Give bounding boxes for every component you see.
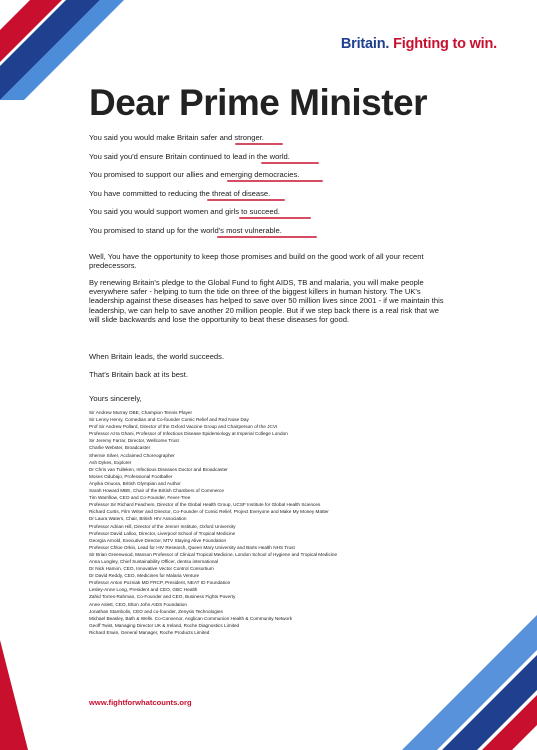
signatory: Prof Sir Andrew Pollard, Director of the Oxford Vaccine Group and Chairperson of the JCVI — [89, 424, 278, 430]
signatory: Charlie Webster, Broadcaster — [89, 445, 151, 451]
promise-item: You said you would make Britain safer and stronger. — [89, 133, 429, 152]
signatory: Richard Curtis, Film Writer and Director, Co-Founder of Comic Relief, Project Everyone and Make My Money Matter — [89, 509, 329, 515]
signatory: Dr Chris van Tulleken, Infectious Diseases Doctor and Broadcaster — [89, 466, 228, 472]
signatory: Dr Nick Hamon, CEO, Innovative Vector Control Consortium — [89, 566, 214, 572]
promise-underline — [239, 217, 311, 219]
signatory: Sir Brian Greenwood, Manson Professor of Clinical Tropical Medicine, London School of Hygiene and Tropical Medicine — [89, 551, 338, 557]
signatory: Moses Odubajo, Professional Footballer — [89, 473, 173, 479]
promise-item: You promised to support our allies and emerging democracies. — [89, 170, 429, 189]
letter-title: Dear Prime Minister — [89, 82, 428, 123]
signatory: Sarah Howard MBE, Chair of the British Chambers of Commerce — [89, 488, 224, 494]
tagline-brand: Britain. — [340, 36, 390, 52]
signatory: Sir Jeremy Farrar, Director, Wellcome Trust — [89, 438, 179, 444]
paragraph-global-fund: By renewing Britain's pledge to the Global Fund to fight AIDS, TB and malaria, you will make people everywhere safer - helping to turn the tide on three of the biggest killers in human history. The UK's leadership against these diseases has helped to save over 50 million lives since 2001 - if we maintain this leadership, we can help to save another 20 million people. But if we step back there is a real risk that we will slide backwards and lose the opportunity to beat these diseases for good. — [89, 278, 444, 324]
signatory: Professor Adrian Hill, Director of the Jenner Institute, Oxford University — [89, 523, 236, 529]
promise-item: You promised to stand up for the world's most vulnerable. — [89, 226, 429, 245]
signatory-list — [89, 409, 469, 636]
signatory: Sir Lenny Henry, Comedian and Co-founder Comic Relief and Red Nose Day — [89, 417, 249, 423]
signatory: Professor Chloe Orkin, Lead for HIV Research, Queen Mary University and Barts Health NHS Trust — [89, 544, 295, 550]
signatory: Richard Erwin, General Manager, Roche Products Limited — [89, 629, 210, 635]
signatory: Georgia Arnold, Executive Director, MTV Staying Alive Foundation — [89, 537, 227, 543]
promise-list — [89, 133, 429, 245]
signatory: Tim Warrillow, CEO and Co-Founder, Fever-Tree — [89, 495, 191, 501]
signatory: Professor Azra Ghani, Professor of Infectious Disease Epidemiology at Imperial College London — [89, 431, 288, 437]
signatory: Michael Beasley, Bath & Wells. Co-Convenor, Anglican Communion Health & Community Network — [89, 615, 293, 621]
signatory: Zahid Torres-Rahman, Co-Founder and CEO, Business Fights Poverty — [89, 594, 236, 600]
promise-underline — [207, 199, 285, 201]
promise-underline — [235, 143, 283, 145]
promise-item: You said you would support women and girls to succeed. — [89, 207, 429, 226]
promise-item: You said you'd ensure Britain continued to lead in the world. — [89, 152, 429, 171]
signatory: Professor David Lalloo, Director, Liverpool School of Tropical Medicine — [89, 530, 236, 536]
tagline-rest: Fighting to win. — [393, 36, 497, 52]
signatory: Sir Andrew Murray OBE, Champion Tennis Player — [89, 410, 193, 415]
signatory: Jonathan Stambolis, CEO and co-founder, Zenysis Technologies — [89, 608, 223, 614]
paragraph-britain-leads: When Britain leads, the world succeeds. — [89, 352, 225, 361]
paragraph-opportunity: Well, You have the opportunity to keep those promises and build on the good work of all your recent predecessors. — [89, 252, 424, 271]
signatory: Anyika Onuora, British Olympian and Author — [89, 480, 181, 486]
bottom-left-wedge — [0, 640, 40, 750]
paragraph-back-at-best: That's Britain back at its best. — [89, 370, 188, 379]
campaign-url[interactable]: www.fightforwhatcounts.org — [89, 698, 192, 707]
signatory: Anna Lungley, Chief Sustainability Officer, dentsu international — [89, 558, 219, 564]
signatory: Dr Laura Waters, Chair, British HIV Association — [89, 516, 187, 522]
signatory: Dr David Reddy, CEO, Medicines for Malaria Venture — [89, 573, 200, 579]
signatory: Professor Sir Richard Feachem, Director of the Global Health Group, UCSF Institute for Global Health Sciences — [89, 502, 321, 508]
signatory: Ash Dykes, Explorer — [89, 459, 132, 465]
signatory: Shernie Silver, Acclaimed Choreographer — [89, 452, 175, 458]
tagline — [341, 36, 497, 52]
signatory: Professor Anton Pozniak MD FRCP, President, NEAT ID Foundation — [89, 580, 231, 586]
promise-underline — [261, 162, 319, 164]
promise-item: You have committed to reducing the threat of disease. — [89, 189, 429, 208]
promise-underline — [227, 180, 323, 182]
signatory: Geoff Twist, Managing Director UK & Ireland, Roche Diagnostics Limited — [89, 622, 240, 628]
signatory: Anne Aslett, CEO, Elton John AIDS Foundation — [89, 601, 187, 607]
signatory: Lesley-Anne Long, President and CEO, GBC Health — [89, 587, 198, 593]
closing: Yours sincerely, — [89, 394, 142, 403]
promise-underline — [217, 236, 317, 238]
